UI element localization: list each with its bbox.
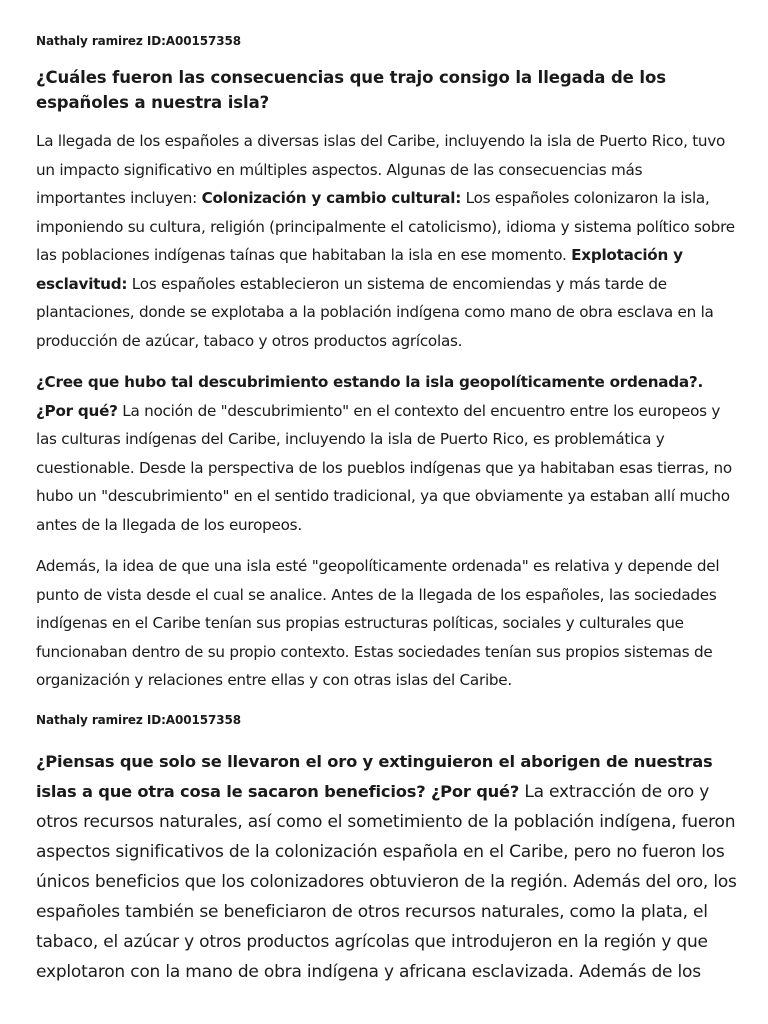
author-header: Nathaly ramirez ID:A00157358 [36, 34, 241, 48]
author-header-2: Nathaly ramirez ID:A00157358 [36, 713, 241, 727]
question-heading-1: ¿Cuáles fueron las consecuencias que trajo consigo la llegada de los españoles a nuestra isla? [36, 68, 666, 112]
bold-term-colonization: Colonización y cambio cultural: [201, 189, 462, 207]
answer-paragraph-2 [36, 368, 736, 539]
paragraph-text: La noción de "descubrimiento" en el contexto del encuentro entre los europeos y las culturas indígenas del Caribe, incluyendo la isla de Puerto Rico, es problemática y cuestionable. Desde la perspectiva de los pueblos indígenas que ya habitaban esas tierras, no hubo un "descubrimiento" en el sentido tradicional, ya que obviamente ya estaban allí mucho antes de la llegada de los europeos. [36, 401, 732, 534]
paragraph-text: La llegada de los españoles a diversas islas del Caribe, incluyendo la isla de Puerto Rico, tuvo un impacto significativo en múltiples aspectos. Algunas de las consecuencias más importantes incluyen: [36, 132, 726, 207]
bold-term-exploitation: Explotación y esclavitud: [36, 246, 683, 293]
question-2-bold: ¿Cree que hubo tal descubrimiento estando la isla geopolíticamente ordenada?. ¿Por qué? [36, 373, 703, 420]
question-3-bold: ¿Piensas que solo se llevaron el oro y extinguieron el aborigen de nuestras islas a que otra cosa le sacaron beneficios? ¿Por qué? [36, 752, 713, 801]
answer-paragraph-4 [36, 747, 740, 987]
paragraph-text: La extracción de oro y otros recursos naturales, así como el sometimiento de la población indígena, fueron aspectos significativos de la colonización española en el Caribe, pero no fueron los únicos beneficios que los colonizadores obtuvieron de la región. Además del oro, los españoles también se beneficiaron de otros recursos naturales, como la plata, el tabaco, el azúcar y otros productos agrícolas que introdujeron en la región y que explotaron con la mano de obra indígena y africana esclavizada. Además de los [36, 782, 737, 982]
answer-paragraph-1 [36, 127, 736, 355]
paragraph-text: Los españoles establecieron un sistema de encomiendas y más tarde de plantaciones, donde se explotaba a la población indígena como mano de obra esclava en la producción de azúcar, tabaco y otros productos agrícolas. [36, 274, 714, 350]
answer-paragraph-3: Además, la idea de que una isla esté "geopolíticamente ordenada" es relativa y depende del punto de vista desde el cual se analice. Antes de la llegada de los españoles, las sociedades indígenas en el Caribe tenían sus propias estructuras políticas, sociales y culturales que funcionaban dentro de su propio contexto. Estas sociedades tenían sus propios sistemas de organización y relaciones entre ellas y con otras islas del Caribe. [36, 557, 720, 689]
paragraph-text: Los españoles colonizaron la isla, imponiendo su cultura, religión (principalmente el catolicismo), idioma y sistema político sobre las poblaciones indígenas taínas que habitaban la isla en ese momento. [36, 189, 735, 264]
